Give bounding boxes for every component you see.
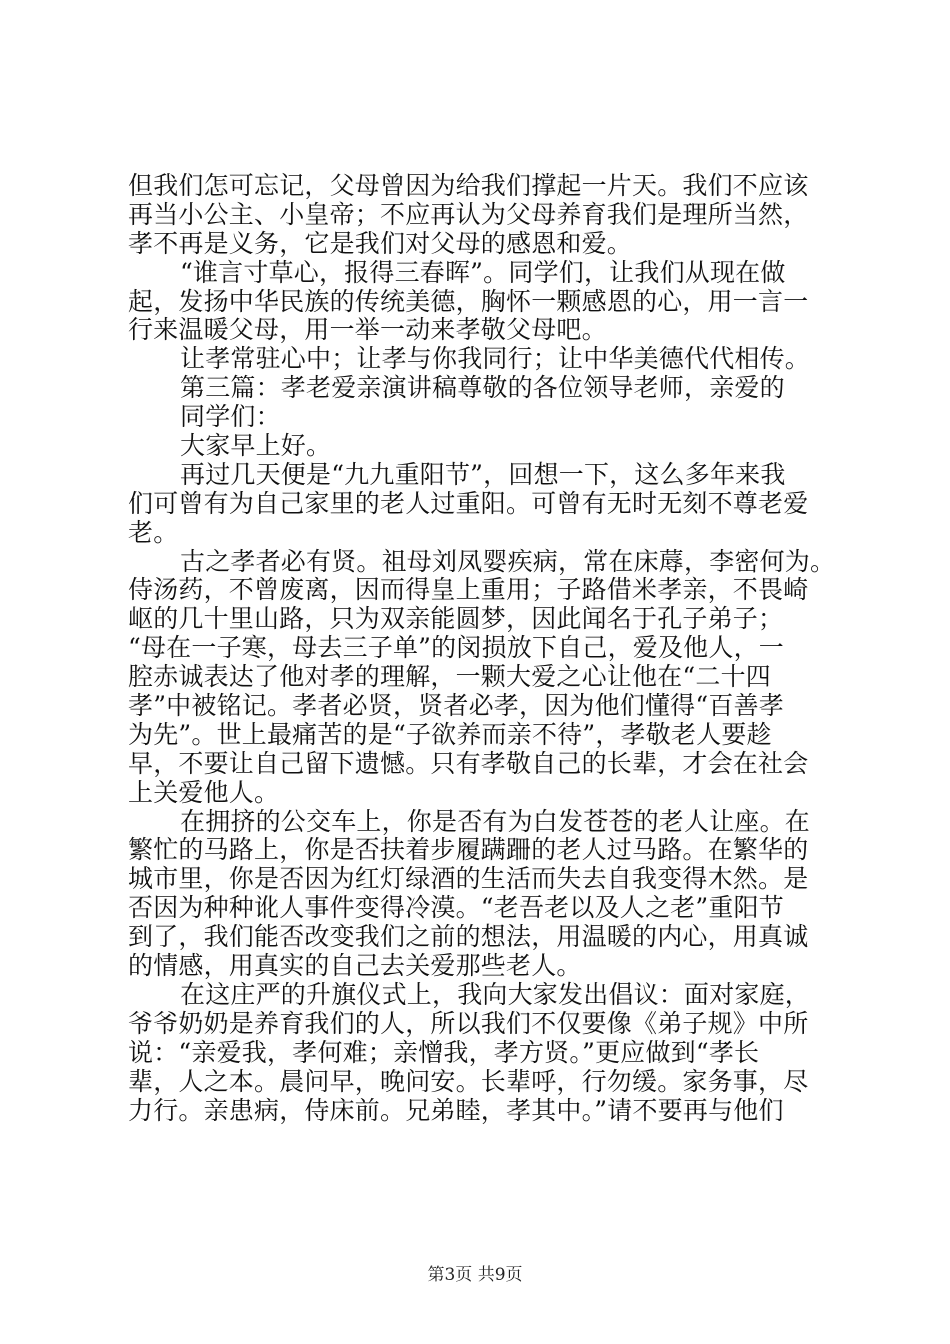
text-line: 在这庄严的升旗仪式上，我向大家发出倡议：面对家庭， [180,979,811,1009]
text-line: 起，发扬中华民族的传统美德，胸怀一颗感恩的心，用一言一 [128,286,809,316]
text-line: 为先”。世上最痛苦的是“子欲养而亲不待”，孝敬老人要趁 [128,719,772,749]
text-line: 古之孝者必有贤。祖母刘凤婴疾病，常在床蓐，李密何为。 [180,546,836,576]
text-line: 说：“亲爱我，孝何难；亲憎我，孝方贤。”更应做到“孝长 [128,1037,760,1067]
text-line: 们可曾有为自己家里的老人过重阳。可曾有无时无刻不尊老爱 [128,488,809,518]
text-line: 再过几天便是“九九重阳节”，回想一下，这么多年来我 [180,459,786,489]
text-line: 第三篇：孝老爱亲演讲稿尊敬的各位领导老师，亲爱的 [180,373,785,403]
text-line: 城市里，你是否因为红灯绿酒的生活而失去自我变得木然。是 [128,864,809,894]
body-text [128,171,836,1125]
text-line: 侍汤药，不曾废离，因而得皇上重用；子路借米孝亲，不畏崎 [128,575,809,605]
text-line: 腔赤诚表达了他对孝的理解，一颗大爱之心让他在“二十四 [128,662,771,692]
text-line: 在拥挤的公交车上，你是否有为白发苍苍的老人让座。在 [180,806,811,836]
page-number-footer: 第3页 共9页 [427,1265,523,1285]
text-line: 再当小公主、小皇帝；不应再认为父母养育我们是理所当然， [128,199,809,229]
text-line: 孝不再是义务，它是我们对父母的感恩和爱。 [128,228,633,258]
text-line: 行来温暖父母，用一举一动来孝敬父母吧。 [128,315,607,345]
text-line: 繁忙的马路上，你是否扶着步履蹒跚的老人过马路。在繁华的 [128,835,809,865]
text-line: 力行。亲患病，侍床前。兄弟睦，孝其中。”请不要再与他们 [128,1095,784,1125]
text-line: 上关爱他人。 [128,777,280,807]
text-line: “母在一子寒，母去三子单”的闵损放下自己，爱及他人，一 [128,633,784,663]
text-line: 到了，我们能否改变我们之前的想法，用温暖的内心，用真诚 [128,922,809,952]
text-line: 大家早上好。 [180,431,332,461]
text-line: 让孝常驻心中；让孝与你我同行；让中华美德代代相传。 [180,344,811,374]
text-line: 早，不要让自己留下遗憾。只有孝敬自己的长辈，才会在社会 [128,748,809,778]
text-line: 否因为种种讹人事件变得冷漠。“老吾老以及人之老”重阳节 [128,893,784,923]
text-line: 辈，人之本。晨问早，晚问安。长辈呼，行勿缓。家务事，尽 [128,1066,809,1096]
text-line: “谁言寸草心，报得三春晖”。同学们，让我们从现在做 [180,257,786,287]
text-line: 老。 [128,517,179,547]
text-line: 爷爷奶奶是养育我们的人，所以我们不仅要像《弟子规》中所 [128,1008,809,1038]
text-line: 的情感，用真实的自己去关爱那些老人。 [128,951,582,981]
text-line: 但我们怎可忘记，父母曾因为给我们撑起一片天。我们不应该 [128,171,809,200]
text-line: 孝”中被铭记。孝者必贤，贤者必孝，因为他们懂得“百善孝 [128,691,784,721]
text-line: 同学们： [180,402,281,432]
text-line: 岖的几十里山路，只为双亲能圆梦，因此闻名于孔子弟子； [128,604,784,634]
